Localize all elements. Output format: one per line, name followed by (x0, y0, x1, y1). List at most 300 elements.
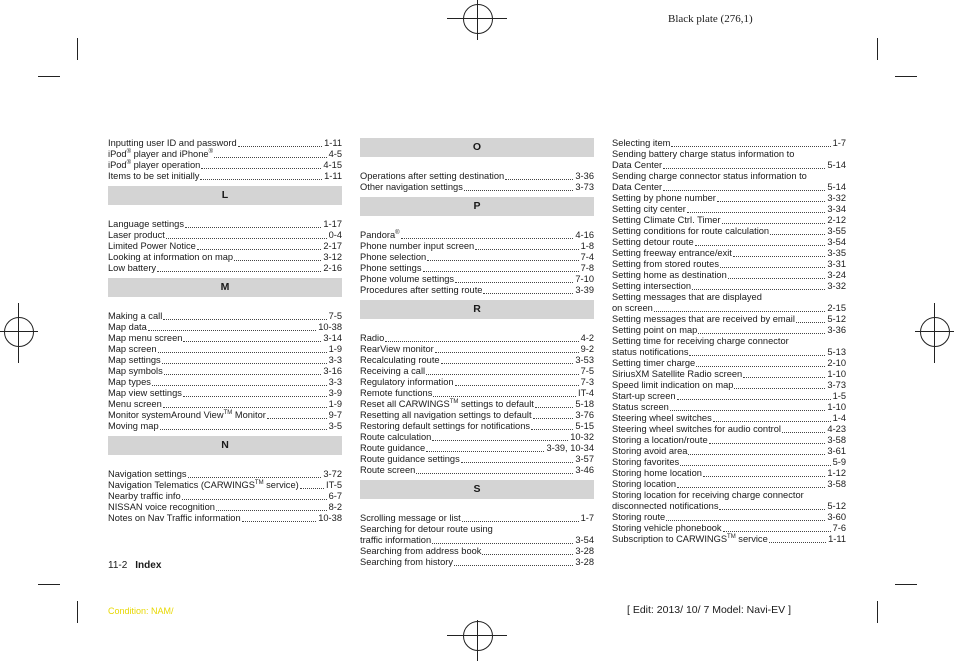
index-column-2 (360, 138, 594, 568)
entry-title-text: Operations after setting destination (360, 171, 505, 181)
entry-title-text: Phone settings (360, 263, 422, 273)
index-entry (612, 501, 846, 512)
entry-title-text: iPod (108, 160, 127, 170)
dot-leader (688, 454, 825, 455)
entry-title (612, 182, 662, 193)
dot-leader (692, 289, 825, 290)
entry-title (612, 347, 688, 358)
index-entry (612, 226, 846, 237)
entry-title (360, 252, 426, 263)
entry-title (612, 501, 718, 512)
dot-leader (433, 396, 576, 397)
entry-title-text: Data Center (612, 182, 663, 192)
entry-page-ref: 4-5 (328, 149, 342, 159)
entry-title-text: Setting by phone number (612, 193, 716, 203)
entry-title-text: Setting messages that are received by email (612, 314, 795, 324)
index-entry (360, 388, 594, 399)
registration-mark (920, 317, 950, 347)
entry-page-ref: 10-38 (318, 322, 342, 332)
crop-mark (895, 584, 917, 585)
entry-title (360, 432, 431, 443)
entry-title-text: Remote functions (360, 388, 433, 398)
index-entry (108, 421, 342, 432)
index-entry (612, 358, 846, 369)
entry-page-ref: 5-12 (827, 314, 846, 324)
trademark-symbol: ® (208, 149, 213, 155)
index-entry (612, 446, 846, 457)
index-entry-line: Setting time for receiving charge connector (612, 336, 789, 346)
index-entry (360, 263, 594, 274)
index-entry-line: Sending charge connector status information to (612, 171, 807, 181)
index-entry (612, 413, 846, 424)
dot-leader (677, 487, 825, 488)
entry-page-ref: 3-3 (328, 355, 342, 365)
dot-leader (733, 256, 825, 257)
entry-page-ref: 3-9 (328, 388, 342, 398)
entry-title-text: SiriusXM Satellite Radio screen (612, 369, 743, 379)
crop-mark (877, 38, 878, 60)
entry-title-text: NISSAN voice recognition (108, 502, 215, 512)
dot-leader (454, 565, 573, 566)
entry-title (360, 366, 425, 377)
entry-title (108, 480, 299, 491)
index-entry (360, 344, 594, 355)
entry-title-text: Navigation Telematics (CARWINGS (108, 480, 255, 490)
entry-page-ref: 2-15 (827, 303, 846, 313)
dot-leader (182, 499, 327, 500)
index-entry (360, 366, 594, 377)
index-entry-line: Storing location for receiving charge connector (612, 490, 804, 500)
plate-label: Black plate (276,1) (668, 13, 753, 25)
dot-leader (455, 385, 579, 386)
entry-page-ref: 4-15 (323, 160, 342, 170)
dot-leader (654, 311, 826, 312)
entry-title (360, 285, 482, 296)
condition-label: Condition: NAM/ (108, 606, 174, 616)
section-letter-header: O (360, 138, 594, 157)
index-entry (360, 410, 594, 421)
entry-title (108, 366, 163, 377)
entry-page-ref: 3-31 (827, 259, 846, 269)
index-entry (108, 311, 342, 322)
entry-title (108, 399, 162, 410)
dot-leader (722, 223, 826, 224)
dot-leader (505, 179, 573, 180)
index-column-3 (612, 138, 846, 545)
entry-title (360, 388, 432, 399)
entry-title (612, 237, 694, 248)
entry-page-ref: 2-12 (827, 215, 846, 225)
index-entry (612, 204, 846, 215)
dot-leader (719, 509, 825, 510)
entry-title-text: Storing route (612, 512, 666, 522)
index-entry (612, 369, 846, 380)
entry-page-ref: 1-12 (827, 468, 846, 478)
registration-mark (934, 303, 935, 363)
entry-page-ref: 3-36 (575, 171, 594, 181)
entry-title-text: Nearby traffic info (108, 491, 181, 501)
entry-page-ref: 6-7 (328, 491, 342, 501)
dot-leader (770, 234, 825, 235)
entry-title (612, 193, 716, 204)
index-entry (108, 333, 342, 344)
index-entry (108, 160, 342, 171)
registration-mark (18, 303, 19, 363)
entry-title-text: Setting home as destination (612, 270, 727, 280)
entry-page-ref: 3-34 (827, 204, 846, 214)
page-footer (108, 560, 161, 571)
entry-title (360, 171, 504, 182)
entry-title-text: Setting freeway entrance/exit (612, 248, 732, 258)
entry-title-text: service) (263, 480, 299, 490)
registration-mark (477, 620, 478, 661)
index-entry (108, 410, 342, 421)
crop-mark (38, 584, 60, 585)
section-letter-header: N (108, 436, 342, 455)
index-entry (108, 377, 342, 388)
dot-leader (163, 407, 327, 408)
trademark-symbol: ® (126, 160, 132, 166)
entry-page-ref: 7-4 (580, 252, 594, 262)
entry-page-ref: 1-4 (832, 413, 846, 423)
entry-page-ref: IT-5 (325, 480, 342, 490)
dot-leader (200, 179, 322, 180)
index-entry (108, 149, 342, 160)
entry-title (108, 322, 147, 333)
entry-title (612, 138, 670, 149)
entry-page-ref: 1-11 (324, 138, 342, 148)
dot-leader (148, 330, 316, 331)
entry-page-ref: 3-3 (328, 377, 342, 387)
entry-title-text: Moving map (108, 421, 159, 431)
index-entry (612, 534, 846, 545)
crop-mark (877, 601, 878, 623)
entry-title (360, 557, 453, 568)
index-entry (360, 274, 594, 285)
dot-leader (709, 443, 826, 444)
entry-title (612, 248, 732, 259)
index-entry (612, 325, 846, 336)
index-entry (108, 171, 342, 182)
entry-title (360, 263, 422, 274)
dot-leader (164, 374, 322, 375)
entry-title-text: Navigation settings (108, 469, 187, 479)
entry-title-text: Status screen (612, 402, 669, 412)
entry-title (108, 252, 233, 263)
registration-mark (463, 621, 493, 651)
dot-leader (455, 282, 573, 283)
entry-title-text: Making a call (108, 311, 163, 321)
dot-leader (188, 477, 322, 478)
index-entry-line: Setting messages that are displayed (612, 292, 762, 302)
entry-title (108, 311, 162, 322)
entry-title-text: Start-up screen (612, 391, 676, 401)
entry-title (612, 391, 676, 402)
entry-page-ref: 5-14 (827, 160, 846, 170)
entry-title (360, 410, 532, 421)
entry-title (108, 230, 165, 241)
entry-title-text: service (735, 534, 768, 544)
section-letter-header: M (108, 278, 342, 297)
index-entry (360, 377, 594, 388)
entry-title (612, 457, 679, 468)
dot-leader (401, 238, 574, 239)
entry-page-ref: 3-60 (827, 512, 846, 522)
entry-title-text: Scrolling message or list (360, 513, 461, 523)
trademark-symbol: TM (727, 534, 736, 540)
trademark-symbol: ® (395, 230, 400, 236)
dot-leader (796, 322, 825, 323)
entry-title-text: Items to be set initially (108, 171, 200, 181)
entry-title (612, 413, 712, 424)
dot-leader (158, 352, 327, 353)
index-entry (108, 399, 342, 410)
entry-title-text: Restoring default settings for notifications (360, 421, 531, 431)
dot-leader (728, 278, 826, 279)
index-entry (360, 355, 594, 366)
entry-title-text: on screen (612, 303, 653, 313)
entry-page-ref: 3-14 (323, 333, 342, 343)
index-entry (108, 219, 342, 230)
entry-title (360, 377, 454, 388)
index-entry (612, 259, 846, 270)
index-entry (108, 138, 342, 149)
entry-title-text: player operation (131, 160, 201, 170)
dot-leader (782, 432, 825, 433)
index-entry (360, 557, 594, 568)
dot-leader (157, 271, 321, 272)
index-entry (360, 465, 594, 476)
index-entry (108, 366, 342, 377)
index-entry (612, 380, 846, 391)
entry-title (360, 355, 440, 366)
entry-page-ref: 1-10 (827, 402, 846, 412)
entry-title-text: Laser product (108, 230, 165, 240)
index-entry (108, 230, 342, 241)
entry-title (612, 358, 695, 369)
entry-title (360, 454, 460, 465)
entry-title-text: Map menu screen (108, 333, 183, 343)
index-entry (612, 457, 846, 468)
entry-title-text: Route screen (360, 465, 416, 475)
dot-leader (717, 201, 826, 202)
index-entry-line: Sending battery charge status information to (612, 149, 795, 159)
dot-leader (201, 168, 321, 169)
dot-leader (734, 388, 825, 389)
crop-mark (38, 76, 60, 77)
entry-title-text: Inputting user ID and password (108, 138, 237, 148)
entry-title (612, 270, 727, 281)
entry-page-ref: 3-57 (575, 454, 594, 464)
entry-page-ref: 4-16 (575, 230, 594, 240)
registration-mark (0, 331, 38, 332)
entry-title-text: Resetting all navigation settings to default (360, 410, 532, 420)
dot-leader (242, 521, 317, 522)
entry-page-ref: 2-10 (827, 358, 846, 368)
entry-page-ref: 3-35 (827, 248, 846, 258)
index-entry (360, 241, 594, 252)
dot-leader (461, 462, 574, 463)
dot-leader (677, 399, 831, 400)
entry-page-ref: 7-8 (580, 263, 594, 273)
entry-page-ref: 7-5 (328, 311, 342, 321)
registration-mark (447, 635, 507, 636)
crop-mark (77, 601, 78, 623)
entry-title-text: Phone selection (360, 252, 427, 262)
dot-leader (267, 418, 327, 419)
entry-page-ref: 2-17 (323, 241, 342, 251)
entry-title-text: Monitor (232, 410, 266, 420)
index-entry (612, 347, 846, 358)
entry-title (612, 523, 722, 534)
entry-title-text: Searching from history (360, 557, 454, 567)
entry-title (612, 424, 781, 435)
index-entry (360, 285, 594, 296)
entry-title-text: Map data (108, 322, 147, 332)
index-entry (360, 252, 594, 263)
entry-title (108, 421, 159, 432)
entry-title (108, 160, 200, 171)
entry-title (612, 380, 733, 391)
index-entry (108, 355, 342, 366)
entry-page-ref: 0-4 (328, 230, 342, 240)
entry-page-ref: 3-36 (827, 325, 846, 335)
entry-title (612, 369, 742, 380)
entry-page-ref: 5-13 (827, 347, 846, 357)
entry-page-ref: 3-32 (827, 281, 846, 291)
dot-leader (769, 542, 826, 543)
entry-title-text: Pandora (360, 230, 396, 240)
entry-page-ref: 7-3 (580, 377, 594, 387)
entry-page-ref: 3-39, 10-34 (546, 443, 594, 453)
entry-title (612, 226, 769, 237)
dot-leader (160, 429, 327, 430)
entry-title-text: Searching from address book (360, 546, 482, 556)
entry-title (612, 303, 653, 314)
dot-leader (698, 333, 825, 334)
entry-page-ref: 1-8 (580, 241, 594, 251)
dot-leader (462, 521, 579, 522)
entry-title-text: Storing a location/route (612, 435, 708, 445)
index-entry (612, 160, 846, 171)
index-entry (360, 421, 594, 432)
section-letter-header: L (108, 186, 342, 205)
index-entry (612, 435, 846, 446)
entry-title-text: Receiving a call (360, 366, 426, 376)
index-entry (108, 252, 342, 263)
entry-page-ref: 1-7 (832, 138, 846, 148)
entry-title (108, 149, 213, 160)
index-entry (612, 270, 846, 281)
dot-leader (666, 520, 825, 521)
entry-title-text: Phone number input screen (360, 241, 475, 251)
entry-page-ref: 3-53 (575, 355, 594, 365)
index-entry (108, 491, 342, 502)
entry-page-ref: 1-11 (828, 534, 846, 544)
dot-leader (687, 212, 825, 213)
entry-page-ref: 7-5 (580, 366, 594, 376)
entry-title-text: Low battery (108, 263, 157, 273)
index-entry (108, 322, 342, 333)
index-entry (360, 546, 594, 557)
entry-title (612, 215, 721, 226)
index-entry (360, 535, 594, 546)
entry-title-text: Selecting item (612, 138, 671, 148)
entry-title-text: Setting point on map (612, 325, 698, 335)
entry-title-text: Route calculation (360, 432, 432, 442)
dot-leader (163, 319, 326, 320)
entry-title-text: Map types (108, 377, 151, 387)
entry-title (108, 241, 196, 252)
index-entry (612, 138, 846, 149)
dot-leader (743, 377, 825, 378)
index-entry (612, 512, 846, 523)
entry-title-text: Storing home location (612, 468, 702, 478)
index-entry (612, 303, 846, 314)
entry-page-ref: 3-61 (827, 446, 846, 456)
index-entry (108, 502, 342, 513)
index-entry (360, 513, 594, 524)
index-entry (360, 399, 594, 410)
trademark-symbol: ® (126, 149, 132, 155)
entry-title-text: Route guidance (360, 443, 426, 453)
entry-title-text: Storing avoid area (612, 446, 688, 456)
entry-page-ref: 5-9 (832, 457, 846, 467)
entry-title-text: Storing vehicle phonebook (612, 523, 722, 533)
dot-leader (238, 146, 322, 147)
entry-page-ref: 1-10 (827, 369, 846, 379)
entry-title-text: Language settings (108, 219, 184, 229)
dot-leader (432, 440, 568, 441)
entry-title-text: Speed limit indication on map (612, 380, 734, 390)
entry-title (108, 171, 199, 182)
dot-leader (426, 374, 578, 375)
index-entry-line: Searching for detour route using (360, 524, 493, 534)
entry-title-text: Setting conditions for route calculation (612, 226, 770, 236)
index-entry (360, 171, 594, 182)
dot-leader (713, 421, 831, 422)
entry-title (360, 513, 461, 524)
registration-mark (915, 331, 954, 332)
entry-title (612, 479, 676, 490)
dot-leader (216, 510, 327, 511)
entry-page-ref: 3-28 (575, 557, 594, 567)
index-entry (612, 281, 846, 292)
index-entry (612, 237, 846, 248)
dot-leader (696, 366, 825, 367)
index-entry (612, 215, 846, 226)
entry-title (612, 534, 768, 545)
entry-title (108, 388, 182, 399)
entry-page-ref: 3-73 (575, 182, 594, 192)
entry-page-ref: 3-39 (575, 285, 594, 295)
section-name: Index (135, 560, 162, 571)
entry-title-text: Procedures after setting route (360, 285, 483, 295)
entry-page-ref: 3-5 (328, 421, 342, 431)
entry-title-text: Limited Power Notice (108, 241, 196, 251)
entry-page-ref: 1-5 (832, 391, 846, 401)
entry-title (108, 355, 161, 366)
entry-page-ref: 1-17 (323, 219, 342, 229)
entry-page-ref: 3-72 (323, 469, 342, 479)
entry-page-ref: 3-58 (827, 479, 846, 489)
index-entry (612, 402, 846, 413)
entry-title (108, 138, 237, 149)
dot-leader (689, 355, 825, 356)
dot-leader (671, 146, 830, 147)
index-entry (612, 479, 846, 490)
dot-leader (483, 293, 573, 294)
